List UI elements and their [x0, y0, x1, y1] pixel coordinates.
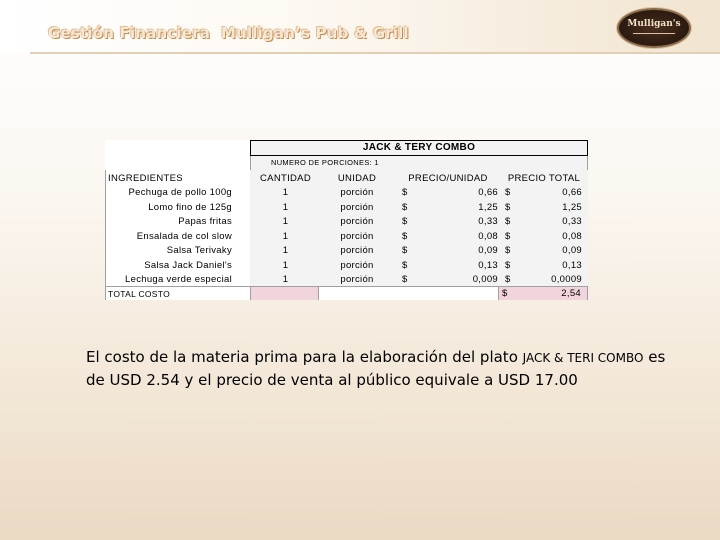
quantity-cell: 1 — [282, 259, 289, 271]
unit-cell: porción — [340, 245, 374, 256]
total-row — [105, 286, 588, 300]
table-top-left-blank — [105, 140, 250, 170]
header-divider — [30, 52, 720, 54]
total-price-currency: $ — [505, 230, 511, 242]
total-price-cell: 0,33 — [562, 216, 582, 227]
total-price-cell: 0,08 — [562, 230, 582, 242]
total-value: 2,54 — [561, 288, 581, 299]
summary-caption — [86, 346, 686, 391]
total-price-currency: $ — [505, 201, 511, 213]
ingredient-cell: Lechuga verde especial — [125, 274, 232, 285]
unit-cell: porción — [340, 274, 374, 285]
unit-price-cell: 0,09 — [478, 245, 498, 256]
caption-text-part1: El costo de la materia prima para la elaboración del plato — [86, 348, 523, 366]
header-unit-price: PRECIO/UNIDAD — [408, 173, 488, 184]
total-value-cell — [498, 287, 588, 300]
unit-price-currency: $ — [402, 216, 408, 227]
unit-price-currency: $ — [402, 230, 408, 242]
unit-price-cell: 0,13 — [478, 259, 498, 271]
unit-price-currency: $ — [402, 187, 408, 198]
ingredient-cell: Papas fritas — [178, 216, 232, 227]
quantity-cell: 1 — [282, 230, 289, 242]
ingredient-cell: Pechuga de pollo 100g — [128, 187, 232, 198]
slide-title: Gestión Financiera Mulligan’s Pub & Grill — [48, 24, 409, 42]
ingredient-cell: Lomo fino de 125g — [148, 201, 232, 213]
total-currency: $ — [502, 288, 508, 299]
ingredient-cell: Salsa Jack Daniel's — [144, 259, 232, 271]
total-label: TOTAL COSTO — [108, 289, 171, 299]
ingredient-cell: Ensalada de col slow — [136, 230, 232, 242]
quantity-cell: 1 — [282, 245, 289, 256]
unit-price-currency: $ — [402, 259, 408, 271]
quantity-cell: 1 — [282, 187, 289, 198]
total-quantity-cell — [250, 287, 318, 300]
unit-cell: porción — [340, 187, 374, 198]
unit-price-cell: 0,66 — [478, 187, 498, 198]
logo-underline — [633, 33, 675, 37]
ingredient-cell: Salsa Terivaky — [166, 245, 232, 256]
total-price-cell: 0,0009 — [551, 274, 582, 285]
unit-cell: porción — [340, 201, 374, 213]
portions-label: NUMERO DE PORCIONES: 1 — [250, 156, 588, 170]
header-total-price: PRECIO TOTAL — [507, 173, 581, 184]
unit-price-cell: 0,33 — [478, 216, 498, 227]
header-unit: UNIDAD — [337, 173, 377, 184]
total-price-cell: 0,09 — [562, 245, 582, 256]
total-blank-cell — [318, 287, 498, 300]
quantity-cell: 1 — [282, 216, 289, 227]
total-price-currency: $ — [505, 259, 511, 271]
quantity-cell: 1 — [282, 274, 289, 285]
unit-price-currency: $ — [402, 274, 408, 285]
total-price-cell: 1,25 — [562, 201, 582, 213]
total-label-cell — [105, 287, 250, 300]
header-ingredients: INGREDIENTES — [108, 173, 183, 184]
total-price-currency: $ — [505, 216, 511, 227]
total-price-cell: 0,13 — [562, 259, 582, 271]
caption-dish-name: JACK & TERI COMBO — [522, 351, 644, 365]
unit-cell: porción — [340, 230, 374, 242]
total-price-currency: $ — [505, 187, 511, 198]
total-price-cell: 0,66 — [562, 187, 582, 198]
unit-cell: porción — [340, 216, 374, 227]
mulligans-logo — [617, 8, 691, 48]
unit-price-cell: 1,25 — [478, 201, 498, 213]
caption-text-part2: es de USD 2.54 y el precio de venta al público equivale a USD 17.00 — [86, 348, 666, 389]
unit-price-cell: 0,08 — [478, 230, 498, 242]
logo-text: Mulligan's — [627, 19, 681, 29]
quantity-cell: 1 — [282, 201, 289, 213]
total-price-currency: $ — [505, 274, 511, 285]
total-price-currency: $ — [505, 245, 511, 256]
header-quantity: CANTIDAD — [260, 173, 311, 184]
unit-price-cell: 0,009 — [472, 274, 498, 285]
unit-price-currency: $ — [402, 245, 408, 256]
unit-price-currency: $ — [402, 201, 408, 213]
combo-title: JACK & TERY COMBO — [250, 140, 588, 156]
cost-table — [105, 140, 588, 300]
unit-cell: porción — [340, 259, 374, 271]
